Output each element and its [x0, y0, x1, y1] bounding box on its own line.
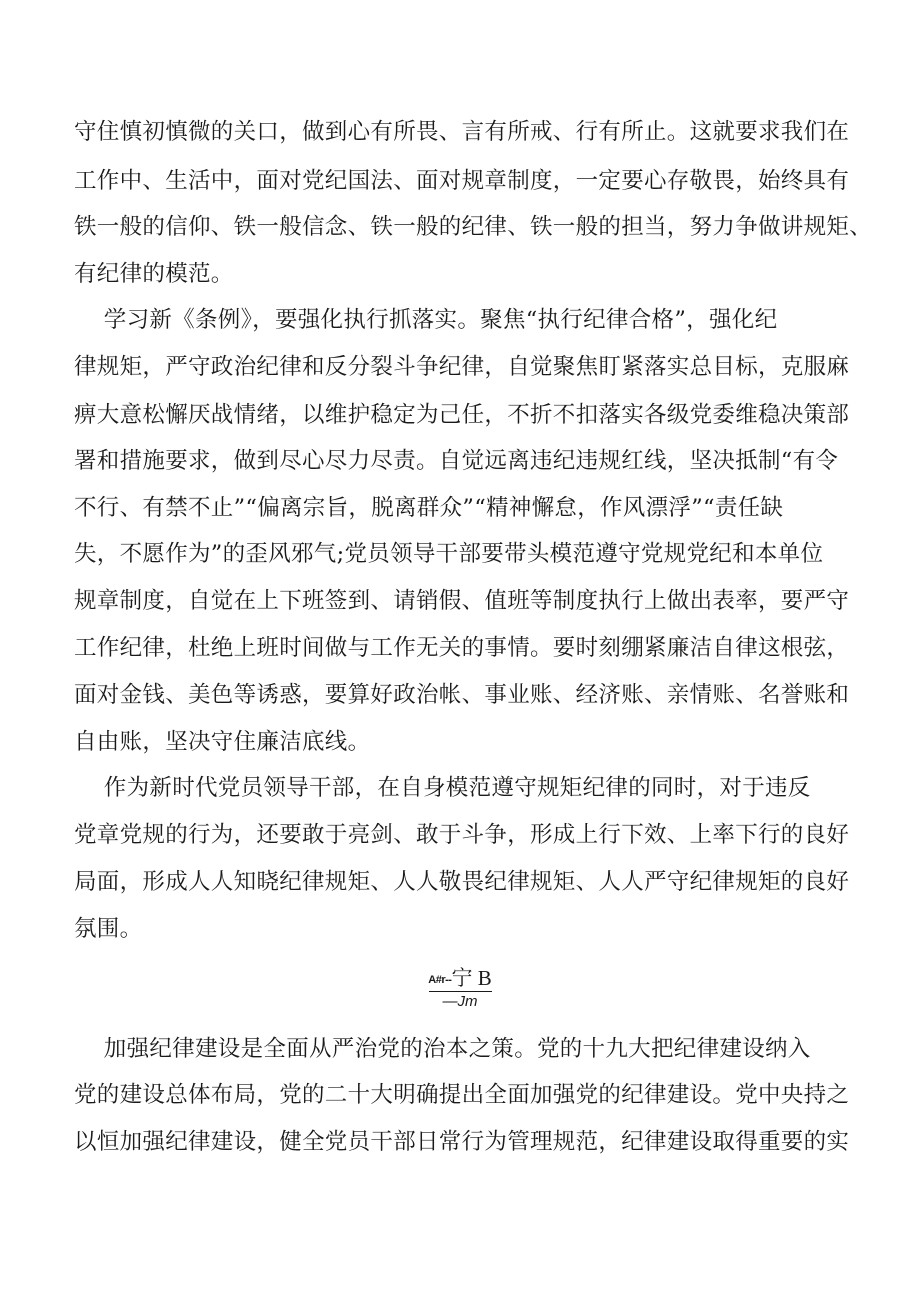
- section-heading-small-text: A#r--: [428, 974, 452, 987]
- paragraph-4-line-3: 以恒加强纪律建设，健全党员干部日常行为管理规范，纪律建设取得重要的实: [74, 1129, 850, 1155]
- section-heading-main-text: 宁 B: [451, 966, 492, 990]
- paragraph-2-line-2: 律规矩，严守政治纪律和反分裂斗争纪律，自觉聚焦盯紧落实总目标，克服麻: [74, 354, 850, 380]
- paragraph-2-line-1: 学习新《条例》，要强化执行抓落实。聚焦“执行纪律合格”，强化纪: [74, 307, 778, 333]
- paragraph-3-line-1: 作为新时代党员领导干部，在自身模范遵守规矩纪律的同时，对于违反: [74, 775, 811, 801]
- paragraph-3-line-3: 局面，形成人人知晓纪律规矩、人人敬畏纪律规矩、人人严守纪律规矩的良好: [74, 869, 850, 895]
- paragraph-2-line-6: 失，不愿作为”的歪风邪气;党员领导干部要带头模范遵守党规党纪和本单位: [74, 541, 824, 567]
- section-heading: [0, 966, 920, 992]
- paragraph-2-line-5: 不行、有禁不止”“偏离宗旨，脱离群众”“精神懈怠，作风漂浮”“责任缺: [74, 495, 784, 521]
- paragraph-1-line-2: 工作中、生活中，面对党纪国法、面对规章制度，一定要心存敬畏，始终具有: [74, 168, 850, 194]
- paragraph-2-line-8: 工作纪律，杜绝上班时间做与工作无关的事情。要时刻绷紧廉洁自律这根弦，: [74, 635, 850, 661]
- paragraph-1-line-3: 铁一般的信仰、铁一般信念、铁一般的纪律、铁一般的担当，努力争做讲规矩、: [74, 214, 873, 240]
- paragraph-4-line-1: 加强纪律建设是全面从严治党的治本之策。党的十九大把纪律建设纳入: [74, 1036, 811, 1062]
- paragraph-2-line-3: 痹大意松懈厌战情绪，以维护稳定为己任，不折不扣落实各级党委维稳决策部: [74, 402, 850, 428]
- section-subheading: —Jm: [442, 993, 478, 1010]
- paragraph-1-line-4: 有纪律的模范。: [74, 261, 234, 287]
- paragraph-3-line-2: 党章党规的行为，还要敢于亮剑、敢于斗争，形成上行下效、上率下行的良好: [74, 822, 850, 848]
- paragraph-2-line-9: 面对金钱、美色等诱惑，要算好政治帐、事业账、经济账、亲情账、名誉账和: [74, 682, 850, 708]
- paragraph-2-line-4: 署和措施要求，做到尽心尽力尽责。自觉远离违纪违规红线，坚决抵制“有令: [74, 448, 839, 474]
- paragraph-4-line-2: 党的建设总体布局，党的二十大明确提出全面加强党的纪律建设。党中央持之: [74, 1082, 850, 1108]
- paragraph-1-line-1: 守住慎初慎微的关口，做到心有所畏、言有所戒、行有所止。这就要求我们在: [74, 119, 850, 145]
- paragraph-3-line-4: 氛围。: [74, 916, 143, 942]
- heading-divider: [429, 991, 492, 992]
- paragraph-2-line-7: 规章制度，自觉在上下班签到、请销假、值班等制度执行上做出表率，要严守: [74, 588, 850, 614]
- paragraph-2-line-10: 自由账，坚决守住廉洁底线。: [74, 729, 371, 755]
